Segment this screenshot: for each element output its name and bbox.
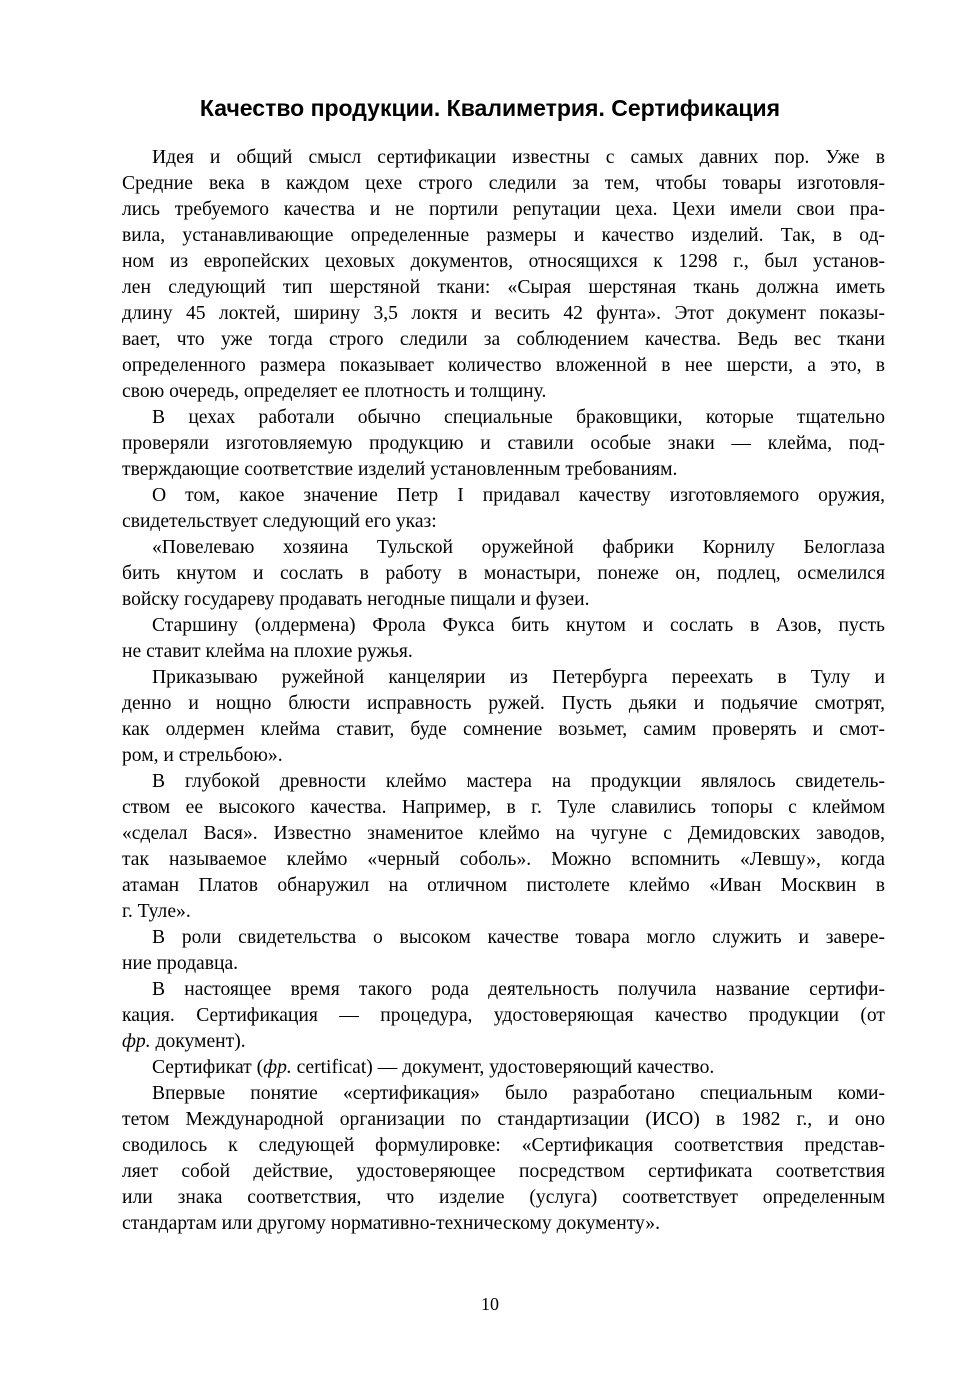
text-line: В настоящее время такого рода деятельность получила название сертифи- [152, 979, 885, 1000]
paragraph [122, 1081, 885, 1237]
text-fragment: ) — документ, удостоверяющий качество. [366, 1057, 715, 1078]
paragraph [122, 613, 885, 665]
text-line: вила, устанавливающие определенные размеры и качество изделий. Так, в од- [122, 225, 885, 246]
text-line: В цехах работали обычно специальные браковщики, которые тщательно [152, 407, 885, 428]
paragraph [122, 483, 885, 535]
text-line: В роли свидетельства о высоком качестве товара могло служить и завере- [152, 927, 885, 948]
text-fragment: документ). [150, 1031, 246, 1052]
text-line: О том, какое значение Петр I придавал качеству изготовляемого оружия, [152, 485, 885, 506]
text-line: г. Туле». [122, 901, 191, 922]
text-line: свою очередь, определяет ее плотность и толщину. [122, 381, 547, 402]
paragraph [122, 925, 885, 977]
paragraph [122, 535, 885, 613]
text-line: Приказываю ружейной канцелярии из Петербурга переехать в Тулу и [152, 667, 885, 688]
body-text [122, 145, 885, 1237]
text-line: Средние века в каждом цехе строго следили за тем, чтобы товары изготовля- [122, 173, 885, 194]
text-line: денно и нощно блюсти исправность ружей. Пусть дьяки и подьячие смотрят, [122, 693, 885, 714]
text-fragment: Сертификат ( [152, 1057, 264, 1078]
text-line [122, 1029, 885, 1055]
text-line: Старшину (олдермена) Фрола Фукса бить кнутом и сослать в Азов, пусть [152, 615, 885, 636]
paragraph [122, 405, 885, 483]
text-line: определенного размера показывает количество вложенной в нее шерсти, а это, в [122, 355, 885, 376]
text-line: «сделал Вася». Известно знаменитое клеймо на чугуне с Демидовских заводов, [122, 823, 885, 844]
text-line: не ставит клейма на плохие ружья. [122, 641, 413, 662]
text-line: кация. Сертификация — процедура, удостоверяющая качество продукции (от [122, 1005, 885, 1026]
paragraph [122, 769, 885, 925]
text-line: «Повелеваю хозяина Тульской оружейной фабрики Корнилу Белоглаза [152, 537, 885, 558]
text-line: ром, и стрельбою». [122, 745, 283, 766]
paragraph [122, 145, 885, 405]
text-line: Впервые понятие «сертификация» было разработано специальным коми- [152, 1083, 885, 1104]
text-line: свидетельствует следующий его указ: [122, 511, 437, 532]
text-line: лись требуемого качества и не портили репутации цеха. Цехи имели свои пра- [122, 199, 885, 220]
text-line: атаман Платов обнаружил на отличном пистолете клеймо «Иван Москвин в [122, 875, 885, 896]
paragraph [122, 977, 885, 1055]
text-line: проверяли изготовляемую продукцию и ставили особые знаки — клейма, под- [122, 433, 885, 454]
italic-abbrev: фр. [263, 1057, 292, 1078]
text-line: лен следующий тип шерстяной ткани: «Сырая шерстяная ткань должна иметь [122, 277, 885, 298]
text-line: тетом Международной организации по стандартизации (ИСО) в 1982 г., и оно [122, 1109, 885, 1130]
text-line: ством ее высокого качества. Например, в г. Туле славились топоры с клеймом [122, 797, 885, 818]
text-line: так называемое клеймо «черный соболь». Можно вспомнить «Левшу», когда [122, 849, 885, 870]
text-line: вает, что уже тогда строго следили за соблюдением качества. Ведь вес ткани [122, 329, 885, 350]
text-fragment: certificat [291, 1057, 367, 1078]
text-line: стандартам или другому нормативно-техническому документу». [122, 1213, 661, 1234]
paragraph [122, 1055, 885, 1081]
text-line: как олдермен клейма ставит, буде сомнение возьмет, самим проверять и смот- [122, 719, 885, 740]
text-line: ние продавца. [122, 953, 239, 974]
text-line [122, 1055, 885, 1081]
text-line: ляет собой действие, удостоверяющее посредством сертификата соответствия [122, 1161, 885, 1182]
paragraph [122, 665, 885, 769]
text-line: Идея и общий смысл сертификации известны с самых давних пор. Уже в [152, 147, 885, 168]
text-line: сводилось к следующей формулировке: «Сертификация соответствия представ- [122, 1135, 885, 1156]
text-line: В глубокой древности клеймо мастера на продукции являлось свидетель- [152, 771, 885, 792]
italic-abbrev: фр. [122, 1031, 151, 1052]
page-number: 10 [481, 1294, 499, 1314]
text-line: бить кнутом и сослать в работу в монастыри, понеже он, подлец, осмелился [122, 563, 885, 584]
text-line: войску государеву продавать негодные пищали и фузеи. [122, 589, 590, 610]
page-title: Качество продукции. Квалиметрия. Сертификация [199, 95, 781, 121]
text-line: или знака соответствия, что изделие (услуга) соответствует определенным [122, 1187, 885, 1208]
text-line: длину 45 локтей, ширину 3,5 локтя и весить 42 фунта». Этот документ показы- [122, 303, 885, 324]
text-line: ном из европейских цеховых документов, относящихся к 1298 г., был установ- [122, 251, 885, 272]
text-line: тверждающие соответствие изделий установленным требованиям. [122, 459, 678, 480]
